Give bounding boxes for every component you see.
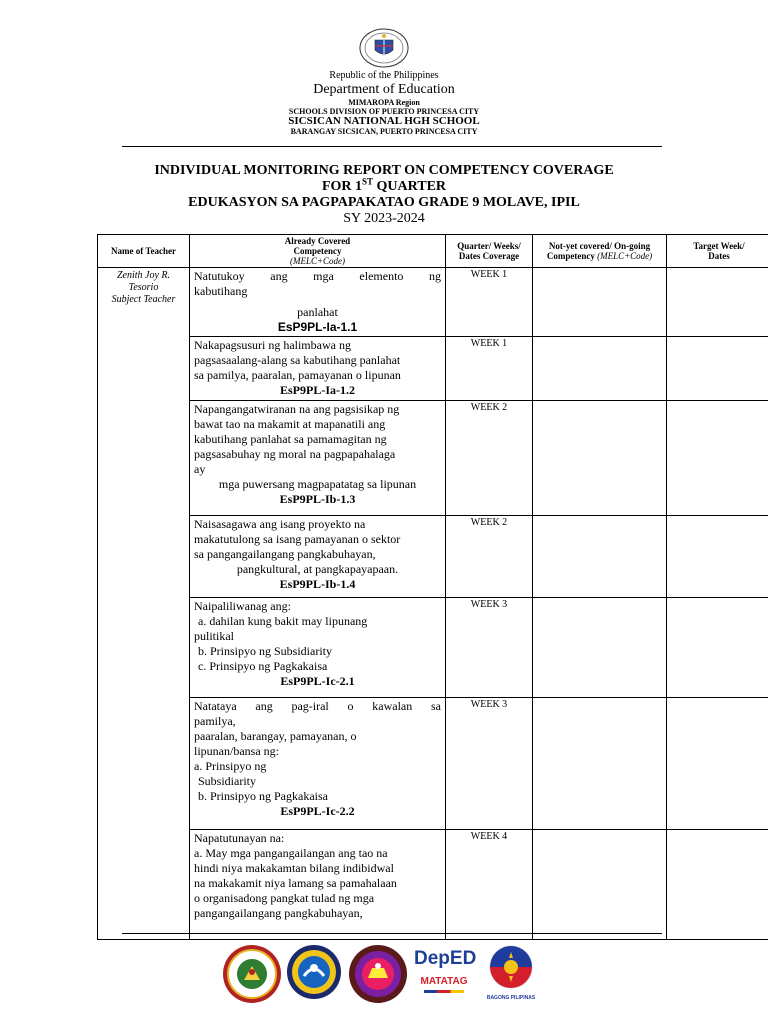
competency-code: EsP9PL-Ic-2.2 bbox=[280, 804, 355, 818]
target-cell bbox=[667, 401, 768, 516]
report-title: INDIVIDUAL MONITORING REPORT ON COMPETENCY COVERAGE bbox=[154, 163, 614, 178]
not-yet-cell bbox=[533, 268, 667, 337]
school-year: SY 2023-2024 bbox=[343, 211, 425, 226]
footer-divider bbox=[122, 933, 662, 934]
header-teacher: Name of Teacher bbox=[98, 235, 190, 268]
bagong-pilipinas-logo bbox=[482, 944, 540, 1004]
competency-table bbox=[97, 234, 768, 940]
school-address: BARANGAY SICSICAN, PUERTO PRINCESA CITY bbox=[290, 127, 478, 136]
target-cell bbox=[667, 598, 768, 698]
competency-cell: Napangangatwiranan na ang pagsisikap ng bawat tao na makamit at mapanatili ang kabutihang panlahat sa pamamagitan ng pagsasabuhay ng moral na pagpapahalaga ay mga puwersang magpapatatag sa lipunan EsP9PL-Ib-1.3 bbox=[190, 401, 446, 516]
header-not-yet: Not-yet covered/ On-going Competency (MELC+Code) bbox=[533, 235, 667, 268]
footer-logos bbox=[0, 944, 768, 1004]
target-cell bbox=[667, 268, 768, 337]
table-header-row bbox=[98, 235, 768, 268]
table-row bbox=[98, 598, 768, 698]
school-name: SICSICAN NATIONAL HGH SCHOOL bbox=[288, 115, 480, 127]
deped-matatag-logo bbox=[414, 948, 477, 1002]
not-yet-cell bbox=[533, 337, 667, 401]
republic-line: Republic of the Philippines bbox=[329, 70, 439, 81]
not-yet-cell bbox=[533, 698, 667, 830]
competency-code: EsP9PL-Ic-2.1 bbox=[280, 674, 355, 688]
competency-cell: Naipaliliwanag ang: a. dahilan kung bakit may lipunang pulitikal b. Prinsipyo ng Subsidiarity c. Prinsipyo ng Pagkakaisa EsP9PL-Ic-2.1 bbox=[190, 598, 446, 698]
competency-code: EsP9PL-Ib-1.4 bbox=[279, 577, 356, 591]
teacher-cell: Zenith Joy R. Tesorio Subject Teacher bbox=[98, 268, 190, 940]
week-cell: WEEK 3 bbox=[446, 598, 533, 698]
competency-cell: Natataya ang pag-iral o kawalan sa pamilya, paaralan, barangay, pamayanan, o lipunan/bansa ng: a. Prinsipyo ng Subsidiarity b. Prinsipyo ng Pagkakaisa EsP9PL-Ic-2.2 bbox=[190, 698, 446, 830]
week-cell: WEEK 4 bbox=[446, 830, 533, 940]
department-name: Department of Education bbox=[313, 82, 455, 97]
table-row bbox=[98, 268, 768, 337]
bagong-pilipinas-icon bbox=[482, 944, 540, 990]
target-cell bbox=[667, 830, 768, 940]
header-quarter: Quarter/ Weeks/ Dates Coverage bbox=[446, 235, 533, 268]
week-cell: WEEK 2 bbox=[446, 401, 533, 516]
letterhead bbox=[0, 28, 768, 136]
division-seal-icon bbox=[286, 944, 342, 1000]
competency-cell: Napatutunayan na: a. May mga pangangailangan ang tao na hindi niya makakamtan bilang indibidwal na makakamit niya lamang sa pamahalaan o organisadong pangkat tulad ng mga pangangailangang pangkabuhayan, bbox=[190, 830, 446, 940]
target-cell bbox=[667, 516, 768, 598]
matatag-wordmark: MATATAG bbox=[420, 976, 468, 987]
not-yet-cell bbox=[533, 830, 667, 940]
deped-wordmark: DepED bbox=[414, 948, 477, 969]
week-cell: WEEK 1 bbox=[446, 268, 533, 337]
competency-cell: Naisasagawa ang isang proyekto na makatutulong sa isang pamayanan o sektor sa pangangailangang pangkabuhayan, pangkultural, at pangkapayapaan. EsP9PL-Ib-1.4 bbox=[190, 516, 446, 598]
table-row bbox=[98, 516, 768, 598]
header-covered: Already Covered Competency (MELC+Code) bbox=[190, 235, 446, 268]
week-cell: WEEK 1 bbox=[446, 337, 533, 401]
competency-cell: Nakapagsusuri ng halimbawa ng pagsasaalang-alang sa kabutihang panlahat sa pamilya, paaralan, pamayanan o lipunan EsP9PL-Ia-1.2 bbox=[190, 337, 446, 401]
table-row bbox=[98, 337, 768, 401]
table-row bbox=[98, 401, 768, 516]
division-line: SCHOOLS DIVISION OF PUERTO PRINCESA CITY bbox=[288, 107, 480, 116]
report-quarter: FOR 1ST QUARTER bbox=[321, 176, 447, 194]
school-seal-icon bbox=[222, 944, 282, 1004]
bagong-pilipinas-text: BAGONG PILIPINAS bbox=[486, 995, 536, 1001]
not-yet-cell bbox=[533, 516, 667, 598]
competency-code: EsP9PL-Ia-1.2 bbox=[280, 383, 355, 397]
deped-seal-icon bbox=[359, 28, 409, 68]
target-cell bbox=[667, 337, 768, 401]
table-row bbox=[98, 830, 768, 940]
report-title-block bbox=[0, 163, 768, 227]
not-yet-cell bbox=[533, 598, 667, 698]
week-cell: WEEK 3 bbox=[446, 698, 533, 830]
not-yet-cell bbox=[533, 401, 667, 516]
target-cell bbox=[667, 698, 768, 830]
table-row bbox=[98, 698, 768, 830]
header-target: Target Week/ Dates bbox=[667, 235, 768, 268]
week-cell: WEEK 2 bbox=[446, 516, 533, 598]
region-line: MIMAROPA Region bbox=[348, 98, 420, 107]
competency-code: EsP9PL-Ia-1.1 bbox=[277, 320, 358, 334]
region-seal-icon bbox=[348, 944, 408, 1004]
competency-code: EsP9PL-Ib-1.3 bbox=[279, 492, 356, 506]
competency-cell: Natutukoy ang mga elemento ng kabutihang panlahat EsP9PL-Ia-1.1 bbox=[190, 268, 446, 337]
report-subject: EDUKASYON SA PAGPAPAKATAO GRADE 9 MOLAVE, IPIL bbox=[188, 195, 580, 210]
header-divider bbox=[122, 146, 662, 147]
